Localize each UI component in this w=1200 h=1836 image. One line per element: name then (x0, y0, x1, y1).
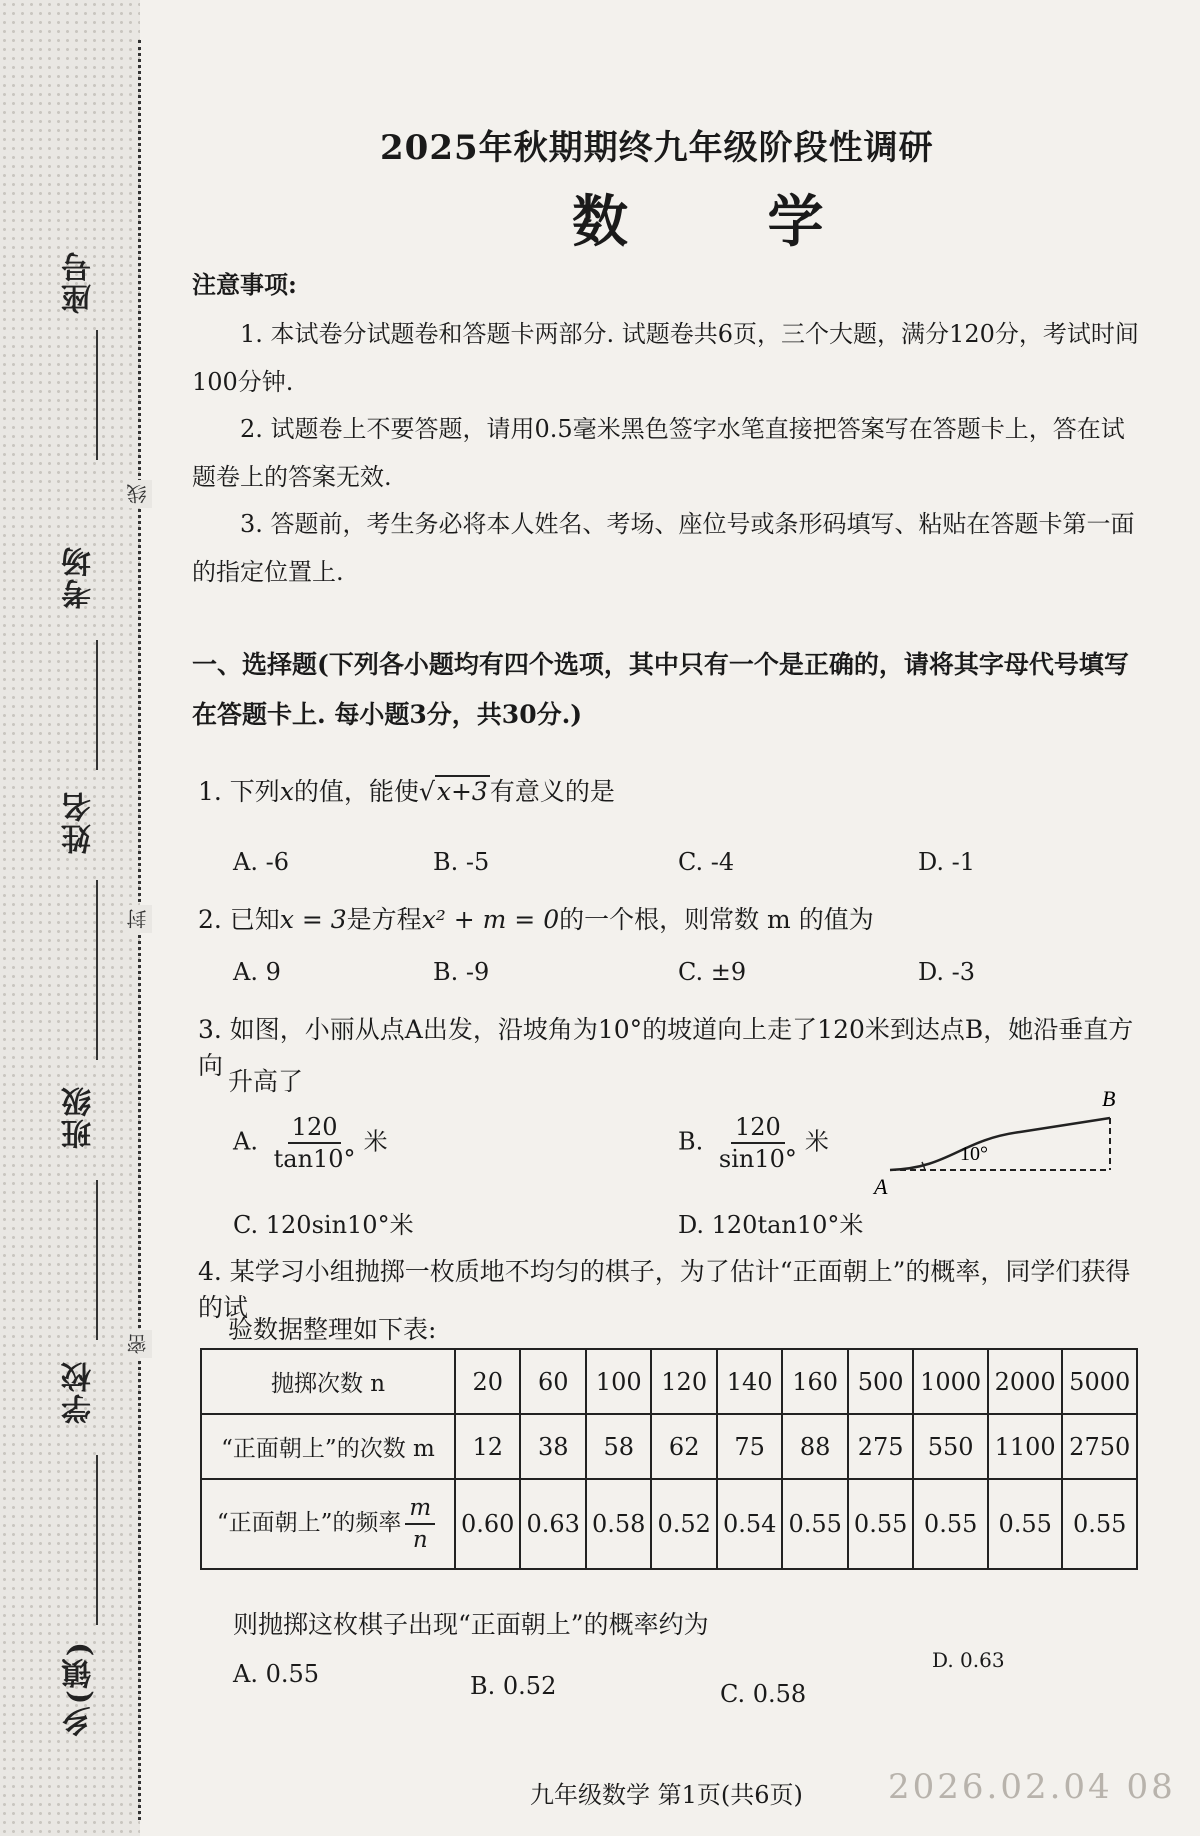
table-cell: 120 (651, 1349, 716, 1414)
q4-option-d: D. 0.63 (932, 1648, 1005, 1672)
frequency-fraction (405, 1493, 435, 1555)
table-cell: 0.58 (586, 1479, 651, 1569)
question-1-stem (198, 772, 615, 808)
q3-option-b-label: B. (678, 1127, 704, 1156)
note-item-3: 3. 答题前，考生务必将本人姓名、考场、座位号或条形码填写、粘贴在答题卡第一面的指定位置上. (192, 510, 1135, 586)
q3-a-denominator: tan10° (273, 1145, 356, 1173)
township-label: 乡(镇) (62, 1640, 97, 1737)
q3-a-unit: 米 (363, 1127, 388, 1156)
frequency-label: “正面朝上”的频率 (216, 1510, 402, 1536)
q3-b-denominator: sin10° (718, 1145, 797, 1173)
q3-option-b (678, 1112, 829, 1174)
q2-option-b: B. -9 (433, 958, 490, 986)
name-blank (96, 880, 98, 1060)
table-cell: 550 (913, 1414, 988, 1479)
table-row-frequency (201, 1479, 1137, 1569)
table-cell: 62 (651, 1414, 716, 1479)
table-cell: 1100 (988, 1414, 1063, 1479)
table-cell: 5000 (1062, 1349, 1137, 1414)
q2-option-c: C. ±9 (678, 958, 747, 986)
table-cell: 0.55 (848, 1479, 913, 1569)
question-4-prompt: 则抛掷这枚棋子出现“正面朝上”的概率约为 (233, 1610, 709, 1639)
seat-number-label: 座号 (62, 250, 97, 314)
question-3-line-1: 3. 如图，小丽从点A出发，沿坡角为10°的坡道向上走了120米到达点B，她沿垂直方向 (198, 1015, 1134, 1080)
sqrt-sign: √ (418, 777, 435, 806)
question-2-stem (198, 900, 874, 936)
seal-mark-line: 线 (123, 480, 152, 508)
q1-var: x (279, 777, 294, 806)
q2-option-a: A. 9 (233, 958, 281, 986)
table-cell: 58 (586, 1414, 651, 1479)
q3-option-c: C. 120sin10°米 (233, 1211, 414, 1239)
table-cell: 0.60 (455, 1479, 520, 1569)
table-row-throws (201, 1349, 1137, 1414)
table-cell: 2000 (988, 1349, 1063, 1414)
q2-suffix: 的一个根，则常数 m 的值为 (559, 905, 874, 934)
name-label: 姓名 (62, 790, 97, 854)
subject-title: 数 学 (572, 189, 884, 255)
q2-option-d: D. -3 (918, 958, 976, 986)
seat-number-blank (96, 330, 98, 460)
q3-option-a-fraction (270, 1112, 360, 1174)
frequency-denominator: n (412, 1527, 428, 1553)
q2-mid: 是方程 (346, 905, 422, 934)
table-cell: 500 (848, 1349, 913, 1414)
page-footer: 九年级数学 第1页(共6页) (530, 1781, 803, 1809)
q3-b-numerator: 120 (731, 1112, 785, 1144)
angle-label: 10° (960, 1143, 988, 1165)
table-cell: 100 (586, 1349, 651, 1414)
q4-option-c: C. 0.58 (720, 1680, 807, 1708)
table-cell: 75 (717, 1414, 782, 1479)
question-4-line-1: 4. 某学习小组抛掷一枚质地不均匀的棋子，为了估计“正面朝上”的概率，同学们获得的试 (198, 1257, 1131, 1322)
table-header-heads-count: “正面朝上”的次数 m (201, 1414, 455, 1479)
table-cell: 0.55 (782, 1479, 847, 1569)
q1-prefix: 1. 下列 (198, 777, 280, 806)
q1-option-b: B. -5 (433, 848, 490, 876)
table-cell: 160 (782, 1349, 847, 1414)
seal-mark-close: 密 (123, 1330, 152, 1358)
q2-eq2: x² + m = 0 (421, 905, 560, 934)
q1-radicand: x+3 (436, 777, 488, 806)
table-row-heads-count (201, 1414, 1137, 1479)
table-cell: 0.54 (717, 1479, 782, 1569)
q1-option-c: C. -4 (678, 848, 735, 876)
q4-option-a: A. 0.55 (233, 1660, 320, 1688)
frequency-numerator: m (405, 1493, 435, 1525)
class-blank (96, 1180, 98, 1340)
q3-option-a-label: A. (233, 1127, 258, 1156)
q3-a-numerator: 120 (288, 1112, 342, 1144)
slope-diagram (870, 1070, 1130, 1200)
table-cell: 2750 (1062, 1414, 1137, 1479)
table-cell: 12 (455, 1414, 520, 1479)
point-a-label: A (874, 1174, 888, 1199)
table-cell: 0.63 (520, 1479, 585, 1569)
q1-option-a: A. -6 (233, 848, 289, 876)
q4-option-b: B. 0.52 (470, 1672, 557, 1700)
table-cell: 0.55 (1062, 1479, 1137, 1569)
point-b-label: B (1102, 1086, 1116, 1111)
q3-option-a (233, 1112, 388, 1174)
notes-heading: 注意事项: (192, 270, 297, 299)
school-label: 学校 (62, 1360, 97, 1424)
q3-b-unit: 米 (804, 1127, 829, 1156)
q1-option-d: D. -1 (918, 848, 976, 876)
question-4-line-2: 验数据整理如下表: (228, 1315, 437, 1344)
table-cell: 60 (520, 1349, 585, 1414)
q3-option-b-fraction (715, 1112, 801, 1174)
table-header-frequency (201, 1479, 455, 1569)
q2-eq1: x = 3 (279, 905, 347, 934)
table-cell: 20 (455, 1349, 520, 1414)
table-cell: 38 (520, 1414, 585, 1479)
question-3-line-2: 升高了 (228, 1067, 304, 1096)
table-cell: 1000 (913, 1349, 988, 1414)
class-label: 班级 (62, 1085, 97, 1149)
seal-mark-seal: 封 (123, 905, 152, 933)
table-cell: 0.55 (988, 1479, 1063, 1569)
q1-mid: 的值，能使 (293, 777, 419, 806)
q3-option-d: D. 120tan10°米 (678, 1211, 864, 1239)
date-stamp: 2026.02.04 08 (888, 1767, 1176, 1807)
exam-room-label: 考场 (62, 545, 97, 609)
q2-prefix: 2. 已知 (198, 905, 280, 934)
q1-suffix: 有意义的是 (489, 777, 615, 806)
exam-title: 2025年秋期期终九年级阶段性调研 (380, 128, 934, 168)
exam-room-blank (96, 640, 98, 770)
note-item-2: 2. 试题卷上不要答题，请用0.5毫米黑色签字水笔直接把答案写在答题卡上，答在试题卷上的答案无效. (192, 415, 1125, 491)
note-item-1: 1. 本试卷分试题卷和答题卡两部分. 试题卷共6页，三个大题，满分120分，考试时间100分钟. (192, 320, 1139, 396)
section-one-heading: 一、选择题(下列各小题均有四个选项，其中只有一个是正确的，请将其字母代号填写在答题卡上. 每小题3分，共30分.) (192, 650, 1129, 729)
table-cell: 0.55 (913, 1479, 988, 1569)
table-cell: 275 (848, 1414, 913, 1479)
school-blank (96, 1455, 98, 1625)
slope-path (890, 1118, 1110, 1170)
table-header-throws: 抛掷次数 n (201, 1349, 455, 1414)
trial-data-table (200, 1348, 1138, 1570)
table-cell: 140 (717, 1349, 782, 1414)
table-cell: 88 (782, 1414, 847, 1479)
table-cell: 0.52 (651, 1479, 716, 1569)
